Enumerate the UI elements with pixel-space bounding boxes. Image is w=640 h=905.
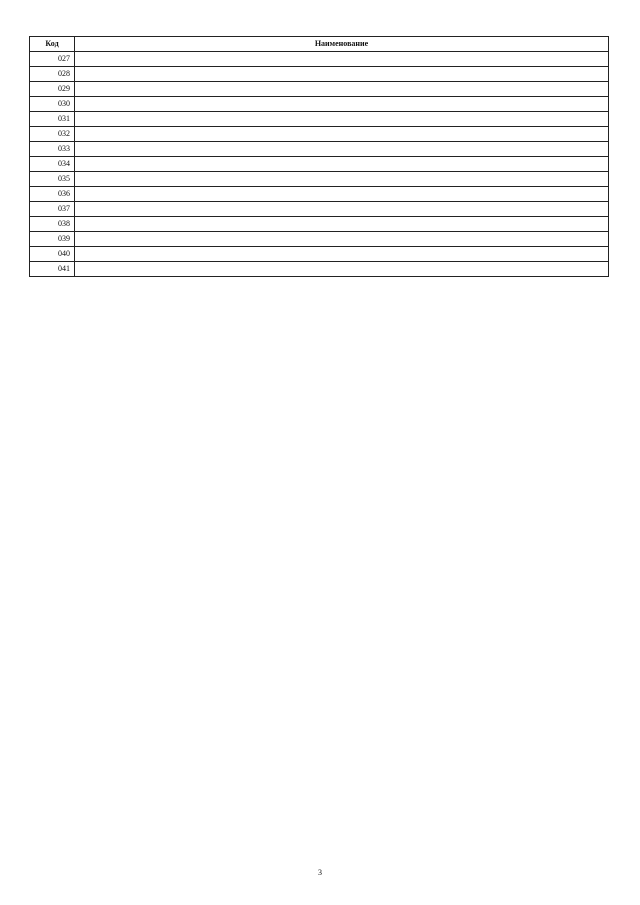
row-text <box>75 112 609 127</box>
header-name: Наименование <box>75 37 609 52</box>
row-code: 033 <box>30 142 75 157</box>
row-code: 034 <box>30 157 75 172</box>
row-code: 035 <box>30 172 75 187</box>
row-text <box>75 172 609 187</box>
table-body <box>30 52 609 277</box>
row-text <box>75 247 609 262</box>
page-number: 3 <box>318 868 322 877</box>
row-code: 036 <box>30 187 75 202</box>
table-row <box>30 217 609 232</box>
row-text <box>75 67 609 82</box>
table-row <box>30 247 609 262</box>
table-row <box>30 112 609 127</box>
row-text <box>75 202 609 217</box>
row-code: 041 <box>30 262 75 277</box>
row-text <box>75 127 609 142</box>
row-text <box>75 157 609 172</box>
row-text <box>75 82 609 97</box>
table-row <box>30 142 609 157</box>
codes-table <box>29 36 609 277</box>
row-text <box>75 187 609 202</box>
row-code: 037 <box>30 202 75 217</box>
row-text <box>75 217 609 232</box>
row-text <box>75 52 609 67</box>
row-code: 028 <box>30 67 75 82</box>
row-text <box>75 262 609 277</box>
row-code: 029 <box>30 82 75 97</box>
table-row <box>30 187 609 202</box>
row-code: 032 <box>30 127 75 142</box>
table-row <box>30 67 609 82</box>
row-text <box>75 142 609 157</box>
table-row <box>30 157 609 172</box>
header-code: Код <box>30 37 75 52</box>
row-code: 030 <box>30 97 75 112</box>
row-code: 027 <box>30 52 75 67</box>
table-header-row <box>30 37 609 52</box>
table-row <box>30 262 609 277</box>
table-row <box>30 232 609 247</box>
table-row <box>30 202 609 217</box>
row-text <box>75 97 609 112</box>
table-row <box>30 52 609 67</box>
table-row <box>30 97 609 112</box>
row-code: 038 <box>30 217 75 232</box>
table-row <box>30 127 609 142</box>
row-code: 031 <box>30 112 75 127</box>
row-code: 040 <box>30 247 75 262</box>
table-row <box>30 172 609 187</box>
row-code: 039 <box>30 232 75 247</box>
table-row <box>30 82 609 97</box>
row-text <box>75 232 609 247</box>
